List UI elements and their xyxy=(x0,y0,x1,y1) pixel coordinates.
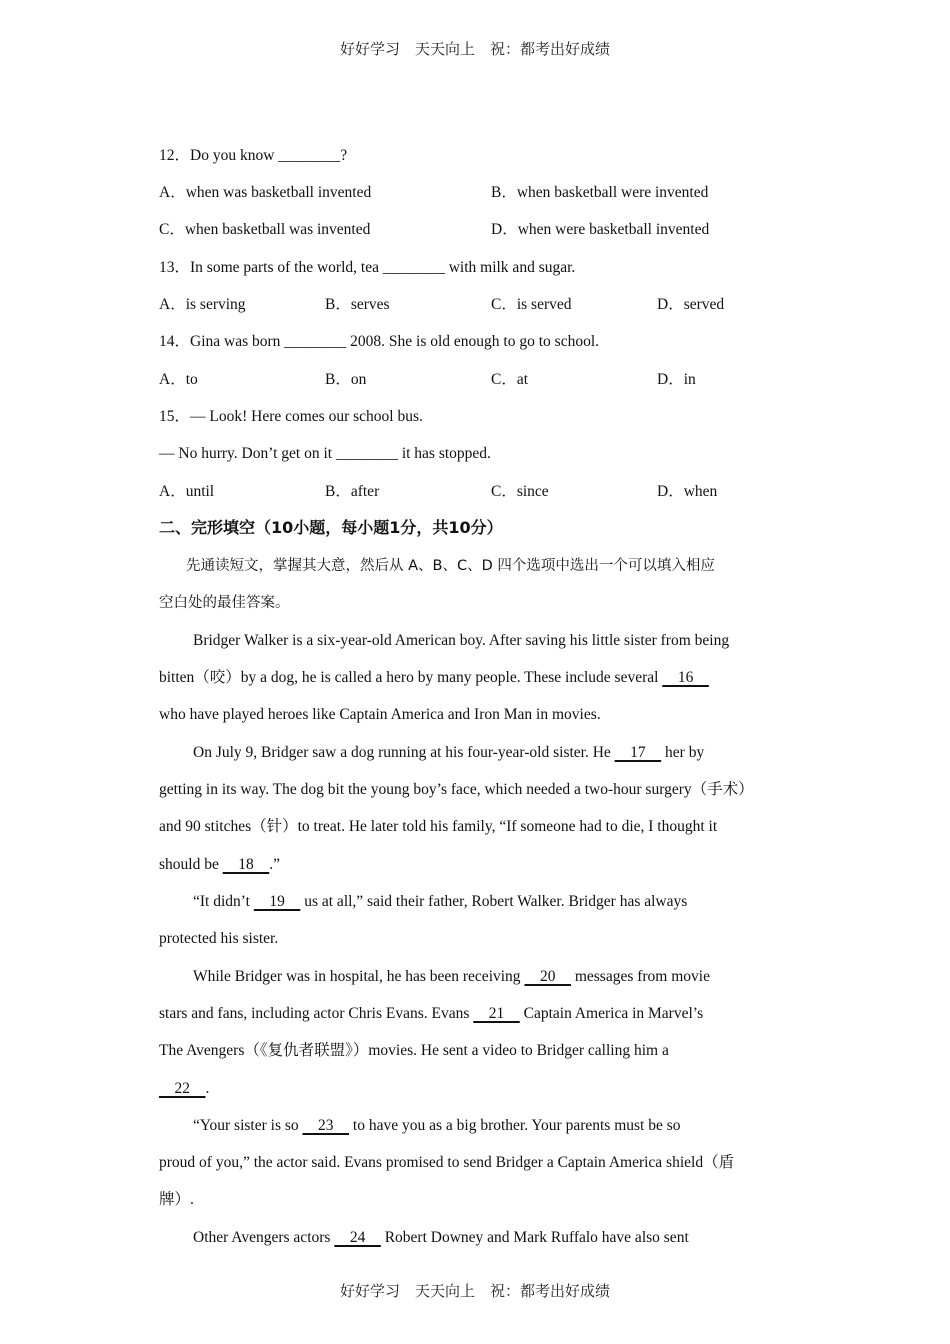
blank-17: 17 xyxy=(614,744,662,761)
passage-p3-line1 xyxy=(193,892,687,912)
passage-p5-line1 xyxy=(193,1116,681,1136)
passage-p4-line3: The Avengers（《复仇者联盟》）movies. He sent a video to Bridger calling him a xyxy=(159,1042,669,1059)
passage-text: her by xyxy=(661,744,705,761)
passage-p5-line3: 牌）. xyxy=(159,1191,194,1208)
passage-p4-line1 xyxy=(193,967,710,987)
question-14-option-d: D．in xyxy=(657,371,696,388)
question-15-option-a: A．until xyxy=(159,483,215,500)
question-13-option-c: C．is served xyxy=(491,296,572,313)
question-13-option-d: D．served xyxy=(657,296,725,313)
passage-text: messages from movie xyxy=(570,968,710,985)
passage-p1-line2 xyxy=(159,668,709,688)
question-15-stem-line2: — No hurry. Don’t get on it ________ it has stopped. xyxy=(159,445,491,462)
question-14-option-b: B．on xyxy=(325,371,367,388)
blank-19: 19 xyxy=(253,893,301,910)
passage-text: On July 9, Bridger saw a dog running at his four-year-old sister. He xyxy=(193,744,615,761)
passage-text: Robert Downey and Mark Ruffalo have also sent xyxy=(380,1229,689,1246)
blank-23: 23 xyxy=(302,1117,350,1134)
passage-p6-line1 xyxy=(193,1228,689,1248)
blank-21: 21 xyxy=(473,1005,520,1022)
section-2-instruction-line2: 空白处的最佳答案。 xyxy=(159,595,290,611)
question-12-stem: 12．Do you know ________? xyxy=(159,147,348,164)
question-14-stem: 14．Gina was born ________ 2008. She is old enough to go to school. xyxy=(159,333,600,350)
passage-p3-line2: protected his sister. xyxy=(159,930,279,947)
question-13-option-a: A．is serving xyxy=(159,296,246,313)
page-header: 好好学习 天天向上 祝：都考出好成绩 xyxy=(339,40,610,58)
passage-text: stars and fans, including actor Chris Evans. Evans xyxy=(159,1005,474,1022)
question-12-option-b: B．when basketball were invented xyxy=(491,184,709,201)
question-12-option-a: A．when was basketball invented xyxy=(159,184,372,201)
passage-text: . xyxy=(205,1080,210,1097)
passage-p1-line1: Bridger Walker is a six-year-old American boy. After saving his little sister from being xyxy=(193,632,730,649)
passage-p2-line3: and 90 stitches（针）to treat. He later told his family, “If someone had to die, I thought it xyxy=(159,818,718,835)
page-footer: 好好学习 天天向上 祝：都考出好成绩 xyxy=(339,1282,610,1300)
question-13-stem: 13．In some parts of the world, tea ________ with milk and sugar. xyxy=(159,259,576,276)
section-2-title: 二、完形填空（10小题，每小题1分，共10分） xyxy=(159,518,503,537)
blank-16: 16 xyxy=(662,669,709,686)
question-14-option-a: A．to xyxy=(159,371,198,388)
passage-text: Other Avengers actors xyxy=(193,1229,335,1246)
passage-p4-line4 xyxy=(159,1079,209,1099)
passage-p1-line3: who have played heroes like Captain America and Iron Man in movies. xyxy=(159,706,601,723)
blank-24: 24 xyxy=(334,1229,381,1246)
passage-text: should be xyxy=(159,856,223,873)
passage-text: bitten（咬）by a dog, he is called a hero by many people. These include several xyxy=(159,669,663,686)
passage-text: “It didn’t xyxy=(193,893,254,910)
passage-text: us at all,” said their father, Robert Walker. Bridger has always xyxy=(300,893,688,910)
question-12-option-d: D．when were basketball invented xyxy=(491,221,710,238)
question-15-stem-line1: 15．— Look! Here comes our school bus. xyxy=(159,408,423,425)
passage-text: .” xyxy=(269,856,280,873)
passage-p4-line2 xyxy=(159,1004,703,1024)
passage-p2-line1 xyxy=(193,743,704,763)
question-15-option-c: C．since xyxy=(491,483,549,500)
passage-text: to have you as a big brother. Your parents must be so xyxy=(349,1117,681,1134)
question-15-option-b: B．after xyxy=(325,483,380,500)
blank-22: 22 xyxy=(159,1080,206,1097)
question-12-option-c: C．when basketball was invented xyxy=(159,221,371,238)
question-13-option-b: B．serves xyxy=(325,296,390,313)
section-2-instruction-line1: 先通读短文，掌握其大意，然后从 A、B、C、D 四个选项中选出一个可以填入相应 xyxy=(186,558,715,574)
question-14-option-c: C．at xyxy=(491,371,529,388)
blank-20: 20 xyxy=(524,968,571,985)
passage-p5-line2: proud of you,” the actor said. Evans promised to send Bridger a Captain America shield（盾 xyxy=(159,1154,735,1171)
question-15-option-d: D．when xyxy=(657,483,718,500)
passage-text: Captain America in Marvel’s xyxy=(519,1005,704,1022)
passage-text: While Bridger was in hospital, he has been receiving xyxy=(193,968,525,985)
passage-p2-line2: getting in its way. The dog bit the young boy’s face, which needed a two-hour surgery（手术） xyxy=(159,781,754,798)
passage-p2-line4 xyxy=(159,855,280,875)
blank-18: 18 xyxy=(222,856,270,873)
passage-text: “Your sister is so xyxy=(193,1117,303,1134)
